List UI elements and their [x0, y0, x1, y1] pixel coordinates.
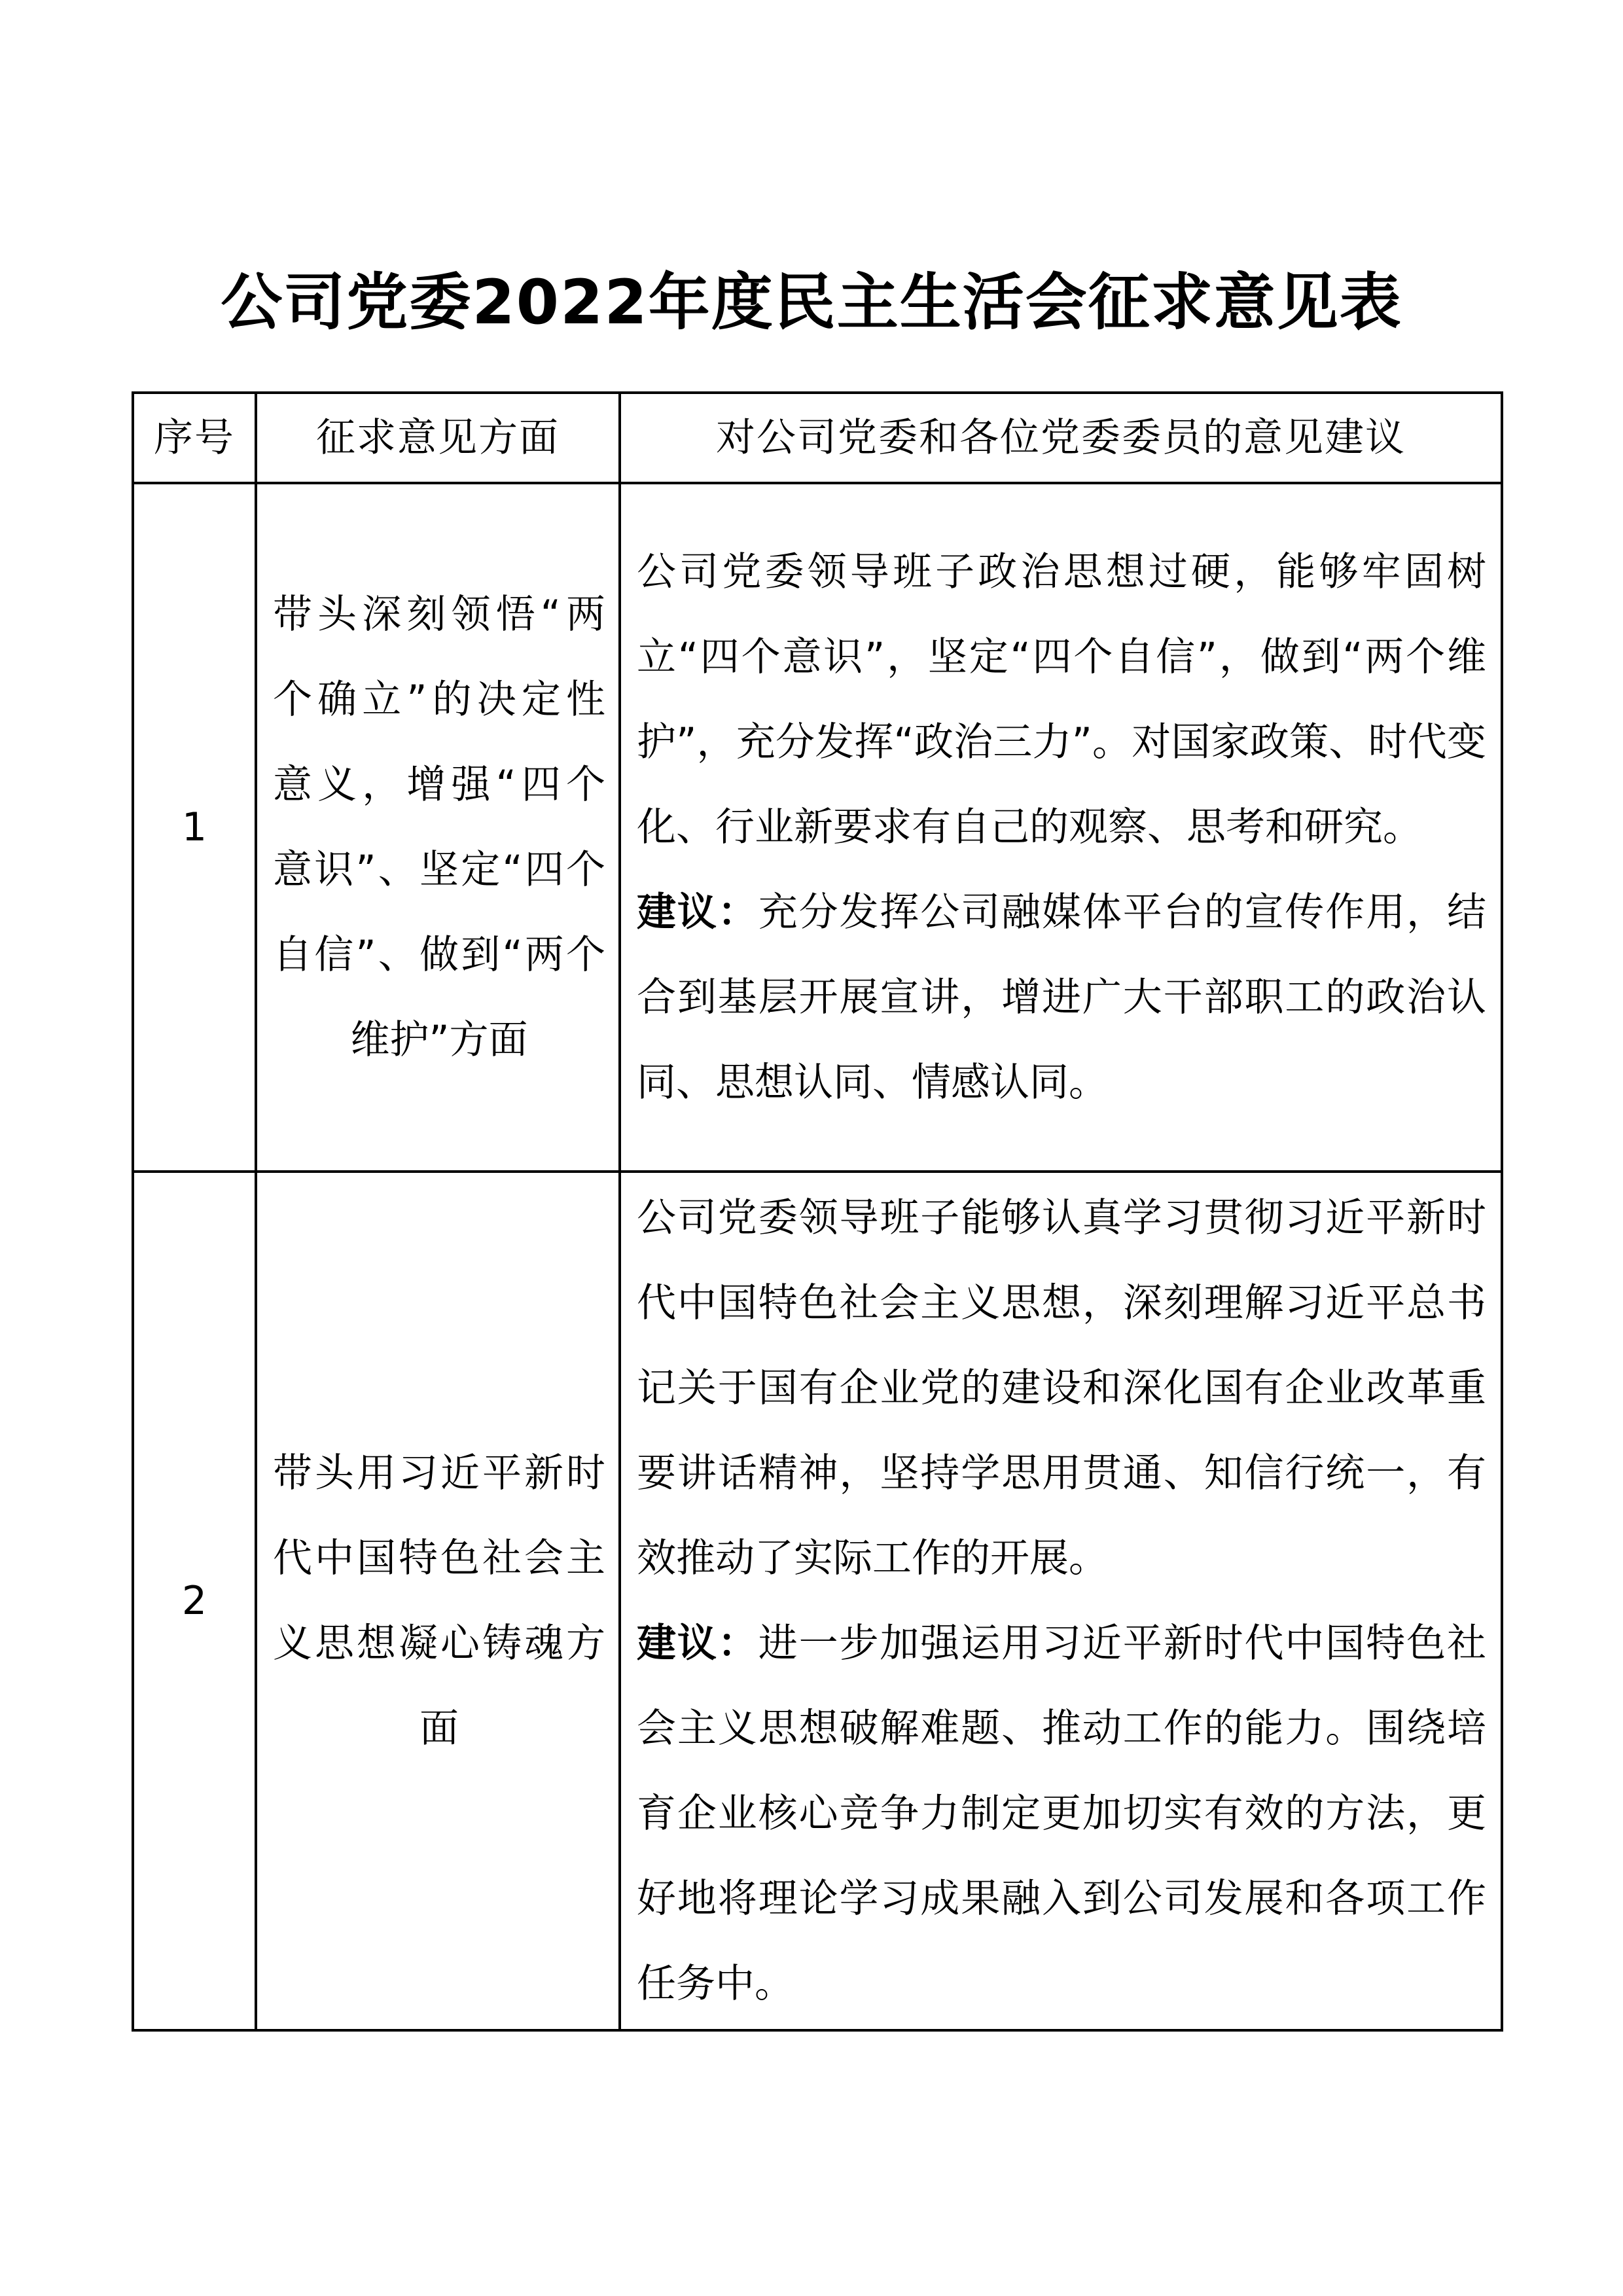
- row-aspect: 带头深刻领悟“两个确立”的决定性意义，增强“四个意识”、坚定“四个自信”、做到“两个维护”方面: [256, 483, 620, 1172]
- suggestion-label: 建议：: [637, 889, 758, 935]
- table-row: [133, 1172, 1502, 2030]
- row-seq: 1: [133, 483, 256, 1172]
- document-title: 公司党委2022年度民主生活会征求意见表: [221, 267, 1402, 338]
- opinion-table: [132, 391, 1503, 2032]
- row-seq: 2: [133, 1172, 256, 2030]
- row-comment: [620, 1172, 1502, 2030]
- row-suggestion: 充分发挥公司融媒体平台的宣传作用，结合到基层开展宣讲，增进广大干部职工的政治认同、思想认同、情感认同。: [637, 889, 1487, 1105]
- row-assessment: 公司党委领导班子能够认真学习贯彻习近平新时代中国特色社会主义思想，深刻理解习近平总书记关于国有企业党的建设和深化国有企业改革重要讲话精神，坚持学思用贯通、知信行统一，有效推动了实际工作的开展。: [637, 1195, 1486, 1581]
- row-suggestion-paragraph: [637, 870, 1486, 1125]
- header-comment: 对公司党委和各位党委委员的意见建议: [620, 393, 1502, 483]
- row-suggestion: 进一步加强运用习近平新时代中国特色社会主义思想破解难题、推动工作的能力。围绕培育企业核心竞争力制定更加切实有效的方法，更好地将理论学习成果融入到公司发展和各项工作任务中。: [637, 1621, 1487, 2007]
- header-aspect: 征求意见方面: [256, 393, 620, 483]
- row-assessment: 公司党委领导班子政治思想过硬，能够牢固树立“四个意识”，坚定“四个自信”，做到“两个维护”，充分发挥“政治三力”。对国家政策、时代变化、行业新要求有自己的观察、思考和研究。: [637, 549, 1486, 850]
- row-comment: [620, 483, 1502, 1172]
- header-seq: 序号: [133, 393, 256, 483]
- row-suggestion-paragraph: [637, 1601, 1486, 2026]
- suggestion-label: 建议：: [637, 1621, 758, 1666]
- row-aspect: 带头用习近平新时代中国特色社会主义思想凝心铸魂方面: [256, 1172, 620, 2030]
- table-header-row: [133, 393, 1502, 483]
- table-row: [133, 483, 1502, 1172]
